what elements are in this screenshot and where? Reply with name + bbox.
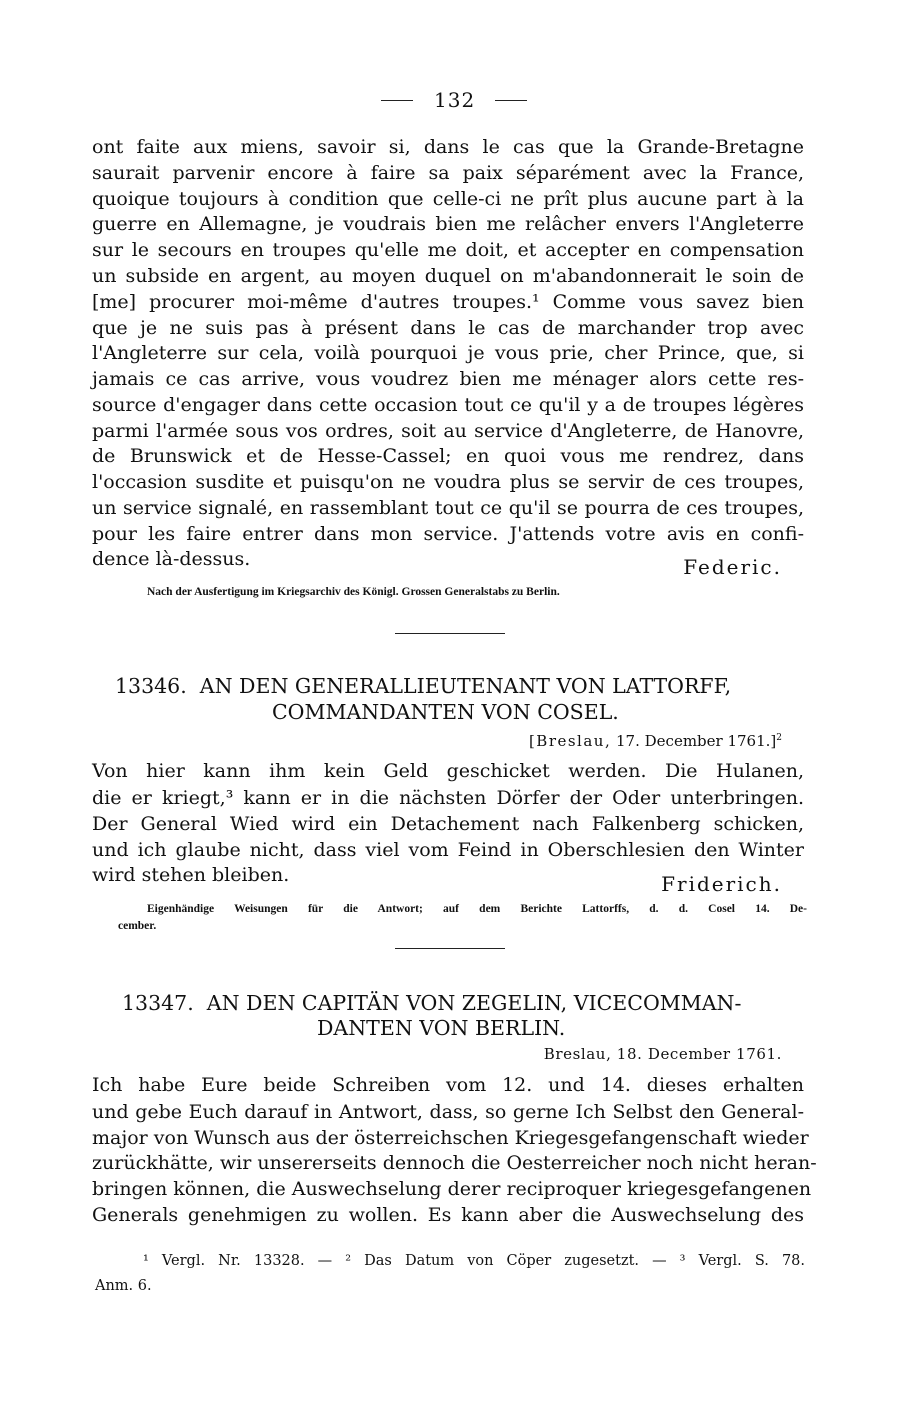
section-divider [395, 948, 505, 949]
dateline [529, 734, 782, 749]
body-line: pour les faire entrer dans mon service. J'attends votre avis en confi- [92, 523, 804, 545]
body-line: quoique toujours à condition que celle-ci ne prît plus aucune part à la [92, 188, 804, 210]
body-line: ont faite aux miens, savoir si, dans le cas que la Grande-Bretagne [92, 136, 804, 158]
body-line: jamais ce cas arrive, vous voudrez bien me ménager alors cette res- [92, 368, 804, 390]
body-line: l'occasion susdite et puisqu'on ne voudra plus se servir de ces troupes, [92, 471, 804, 493]
body-line: parmi l'armée sous vos ordres, soit au service d'Angleterre, de Hanovre, [92, 420, 804, 442]
body-line: Generals genehmigen zu wollen. Es kann aber die Auswechselung des [92, 1204, 804, 1226]
body-line: die er kriegt,³ kann er in die nächsten Dörfer der Oder unterbringen. [92, 787, 804, 809]
letter-number: 13346. [115, 674, 187, 698]
letter-heading [115, 676, 731, 697]
page-number-dash-right [495, 100, 527, 101]
body-line: guerre en Allemagne, je voudrais bien me relâcher envers l'Angleterre [92, 213, 804, 235]
body-line: Der General Wied wird ein Detachement nach Falkenberg schicken, [92, 813, 804, 835]
dateline-place: [Breslau, [528, 732, 612, 750]
body-line: Von hier kann ihm kein Geld geschicket werden. Die Hulanen, [92, 760, 804, 782]
letter-number: 13347. [122, 991, 194, 1015]
letter-addressee: AN DEN CAPITÄN VON ZEGELIN, VICECOMMAN- [206, 991, 742, 1015]
signature: Friderich. [661, 872, 782, 896]
body-line: saurait parvenir encore à faire sa paix séparément avec la France, [92, 162, 804, 184]
dateline-footnote-ref: 2 [776, 733, 782, 743]
letter-heading [122, 993, 741, 1014]
letter-addressee-cont: DANTEN VON BERLIN. [317, 1016, 566, 1040]
body-line: zurückhätte, wir unsererseits dennoch die Oesterreicher noch nicht heran- [92, 1152, 817, 1174]
page-number-dash-left [381, 100, 413, 101]
dateline: Breslau, 18. December 1761. [543, 1045, 782, 1063]
source-note-cont: cember. [118, 920, 157, 932]
body-line: un service signalé, en rassemblant tout ce qu'il se pourra de ces troupes, [92, 497, 804, 519]
footnotes: ¹ Vergl. Nr. 13328. — ² Das Datum von Cöper zugesetzt. — ³ Vergl. S. 78. [143, 1253, 805, 1269]
source-note: Nach der Ausfertigung im Kriegsarchiv des Königl. Grossen Generalstabs zu Berlin. [147, 586, 560, 598]
signature: Federic. [683, 555, 782, 579]
body-line: l'Angleterre sur cela, voilà pourquoi je vous prie, cher Prince, que, si [92, 342, 804, 364]
letter-addressee-cont: COMMANDANTEN VON COSEL. [272, 700, 619, 724]
body-line: bringen können, die Auswechselung derer reciproquer kriegesgefangenen [92, 1178, 812, 1200]
body-line: und gebe Euch darauf in Antwort, dass, so gerne Ich Selbst den General- [92, 1101, 804, 1123]
body-line: de Brunswick et de Hesse-Cassel; en quoi vous me rendrez, dans [92, 445, 804, 467]
body-line: source d'engager dans cette occasion tout ce qu'il y a de troupes légères [92, 394, 804, 416]
body-line: un subside en argent, au moyen duquel on m'abandonnerait le soin de [92, 265, 804, 287]
body-last-line: wird stehen bleiben. [92, 864, 290, 886]
body-line: Ich habe Eure beide Schreiben vom 12. und 14. dieses erhalten [92, 1074, 804, 1096]
body-line: major von Wunsch aus der österreichschen Kriegesgefangenschaft wieder [92, 1127, 809, 1149]
dateline-date: 17. December 1761.] [616, 732, 777, 750]
section-divider [395, 633, 505, 634]
body-line: und ich glaube nicht, dass viel vom Feind in Oberschlesien den Winter [92, 839, 804, 861]
body-line: [me] procurer moi-même d'autres troupes.¹ Comme vous savez bien [92, 291, 804, 313]
page-number: 132 [434, 88, 476, 112]
body-line: sur le secours en troupes qu'elle me doit, et accepter en compensation [92, 239, 804, 261]
source-note: Eigenhändige Weisungen für die Antwort; auf dem Berichte Lattorffs, d. d. Cosel 14. De- [147, 903, 807, 915]
body-line: que je ne suis pas à présent dans le cas de marchander trop avec [92, 317, 804, 339]
letter-addressee: AN DEN GENERALLIEUTENANT VON LATTORFF, [199, 674, 732, 698]
footnotes-cont: Anm. 6. [95, 1278, 152, 1294]
body-last-line: dence là-dessus. [92, 548, 251, 570]
